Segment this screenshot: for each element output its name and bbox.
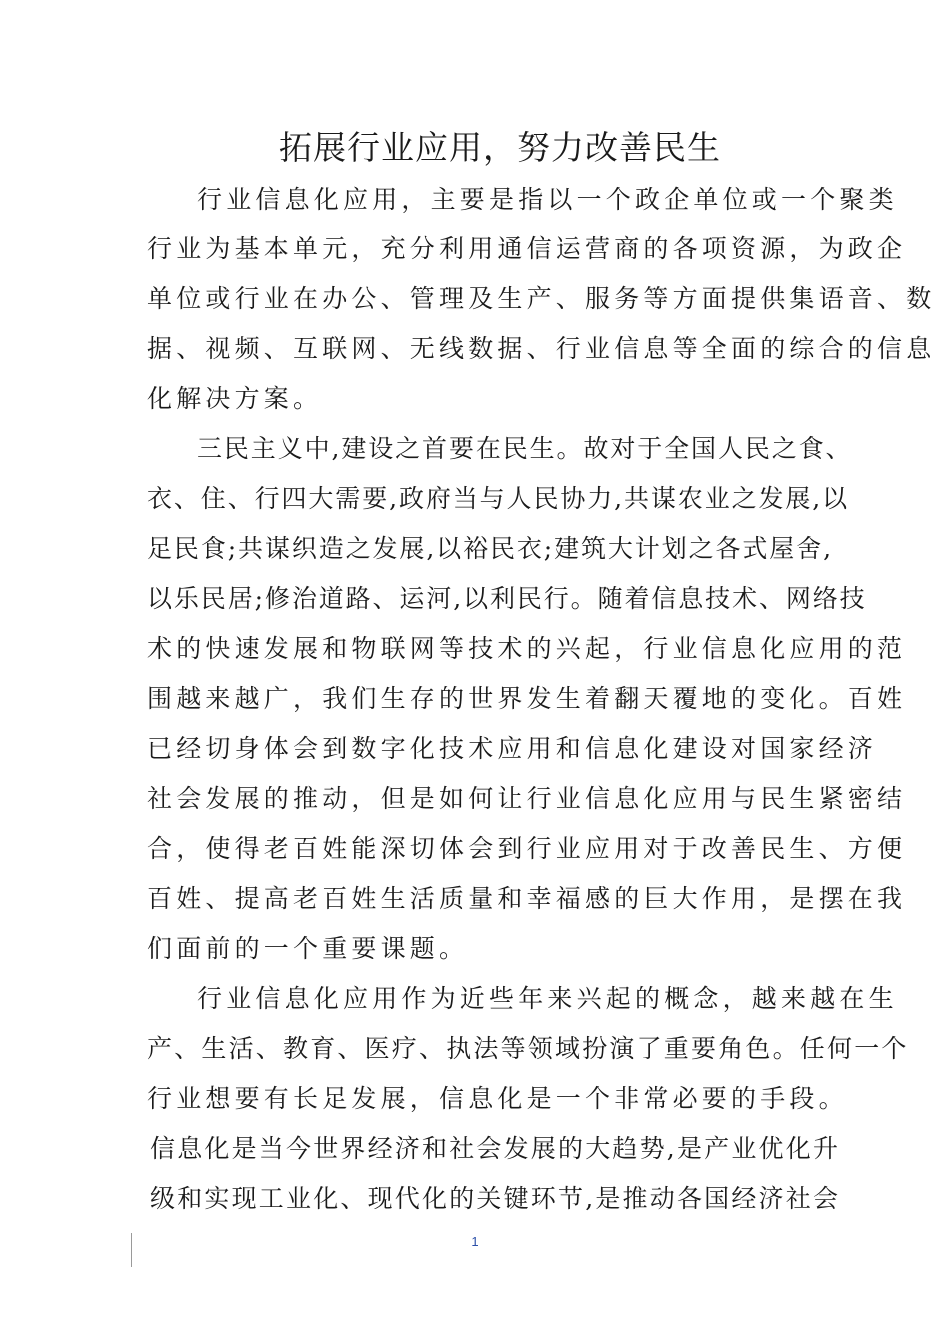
text-line: 三民主义中,建设之首要在民生。故对于全国人民之食、 — [197, 434, 853, 463]
text-line: 足民食;共谋织造之发展,以裕民衣;建筑大计划之各式屋舍, — [147, 534, 833, 563]
text-line: 已经切身体会到数字化技术应用和信息化建设对国家经济 — [147, 734, 878, 763]
text-line: 化解决方案。 — [147, 384, 323, 413]
text-line: 行业想要有长足发展，信息化是一个非常必要的手段。 — [147, 1084, 848, 1113]
text-line: 围越来越广，我们生存的世界发生着翻天覆地的变化。百姓 — [147, 684, 907, 713]
text-line: 以乐民居;修治道路、运河,以利民行。随着信息技术、网络技 — [147, 584, 867, 613]
text-line: 们面前的一个重要课题。 — [147, 934, 469, 963]
text-line: 合，使得老百姓能深切体会到行业应用对于改善民生、方便 — [147, 834, 907, 863]
text-line: 据、视频、互联网、无线数据、行业信息等全面的综合的信息 — [147, 334, 936, 363]
margin-marker — [131, 1233, 132, 1267]
text-line: 社会发展的推动，但是如何让行业信息化应用与民生紧密结 — [147, 784, 907, 813]
page-number: 1 — [471, 1234, 479, 1249]
text-line: 级和实现工业化、现代化的关键环节,是推动各国经济社会 — [150, 1184, 841, 1213]
text-line: 百姓、提高老百姓生活质量和幸福感的巨大作用，是摆在我 — [147, 884, 907, 913]
text-line: 单位或行业在办公、管理及生产、服务等方面提供集语音、数 — [147, 284, 936, 313]
text-line: 行业信息化应用作为近些年来兴起的概念，越来越在生 — [197, 984, 898, 1013]
text-line: 术的快速发展和物联网等技术的兴起，行业信息化应用的范 — [147, 634, 907, 663]
text-line: 行业信息化应用，主要是指以一个政企单位或一个聚类 — [197, 185, 898, 214]
text-line: 信息化是当今世界经济和社会发展的大趋势,是产业优化升 — [150, 1134, 841, 1163]
text-line: 衣、住、行四大需要,政府当与人民协力,共谋农业之发展,以 — [147, 484, 850, 513]
text-line: 产、生活、教育、医疗、执法等领域扮演了重要角色。任何一个 — [147, 1034, 909, 1063]
document-title: 拓展行业应用，努力改善民生 — [279, 128, 721, 167]
text-line: 行业为基本单元，充分利用通信运营商的各项资源，为政企 — [147, 234, 907, 263]
